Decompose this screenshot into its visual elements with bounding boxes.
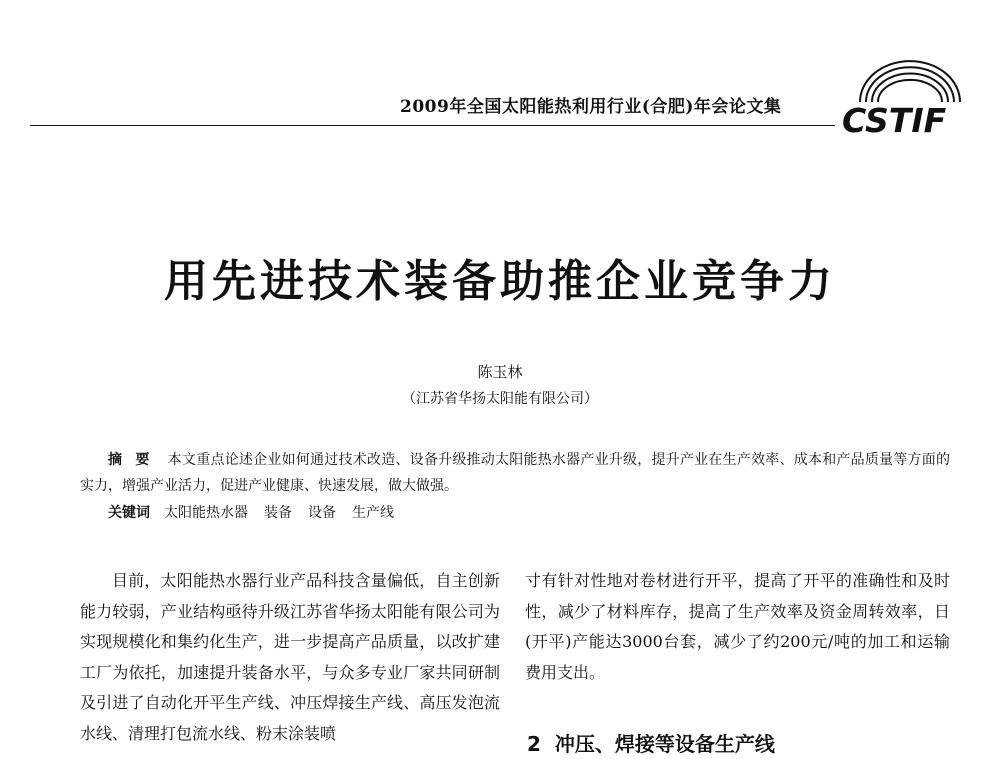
keyword: 装备 bbox=[264, 505, 292, 521]
keywords-label: 关键词 bbox=[108, 505, 150, 521]
conference-title: 2009年全国太阳能热利用行业(合肥)年会论文集 bbox=[400, 97, 782, 117]
section-title: 冲压、焊接等设备生产线 bbox=[554, 732, 775, 756]
keywords bbox=[108, 500, 808, 526]
author-name: 陈玉林 bbox=[477, 363, 523, 381]
body-left-column: 目前，太阳能热水器行业产品科技含量偏低，自主创新能力较弱，产业结构亟待升级江苏省华扬太阳能有限公司为实现规模化和集约化生产，进一步提高产品质量，以改扩建工厂为依托，加速提升装备水平，与众多专业厂家共同研制及引进了自动化开平生产线、冲压焊接生产线、高压发泡流水线、清理打包流水线、粉末涂装喷 bbox=[80, 571, 500, 743]
keyword: 太阳能热水器 bbox=[164, 505, 248, 521]
logo-text: CSTIF bbox=[842, 101, 947, 136]
keyword: 设备 bbox=[308, 505, 336, 521]
header-rule bbox=[30, 125, 835, 126]
section-number: 2 bbox=[527, 732, 541, 756]
cstif-logo bbox=[838, 56, 988, 136]
author-affiliation: （江苏省华扬太阳能有限公司） bbox=[402, 391, 598, 407]
paper-title: 用先进技术装备助推企业竞争力 bbox=[164, 256, 836, 307]
abstract-text: 本文重点论述企业如何通过技术改造、设备升级推动太阳能热水器产业升级，提升产业在生产效率、成本和产品质量等方面的实力，增强产业活力，促进产业健康、快速发展，做大做强。 bbox=[80, 452, 951, 494]
abstract bbox=[80, 447, 950, 499]
keyword: 生产线 bbox=[352, 505, 394, 521]
section-heading bbox=[527, 728, 775, 757]
abstract-label: 摘 要 bbox=[108, 452, 154, 468]
body-right-column: 寸有针对性地对卷材进行开平，提高了开平的准确性和及时性，减少了材料库存，提高了生产效率及资金周转效率，日(开平)产能达3000台套，减少了约200元/吨的加工和运输费用支出。 bbox=[525, 571, 950, 682]
